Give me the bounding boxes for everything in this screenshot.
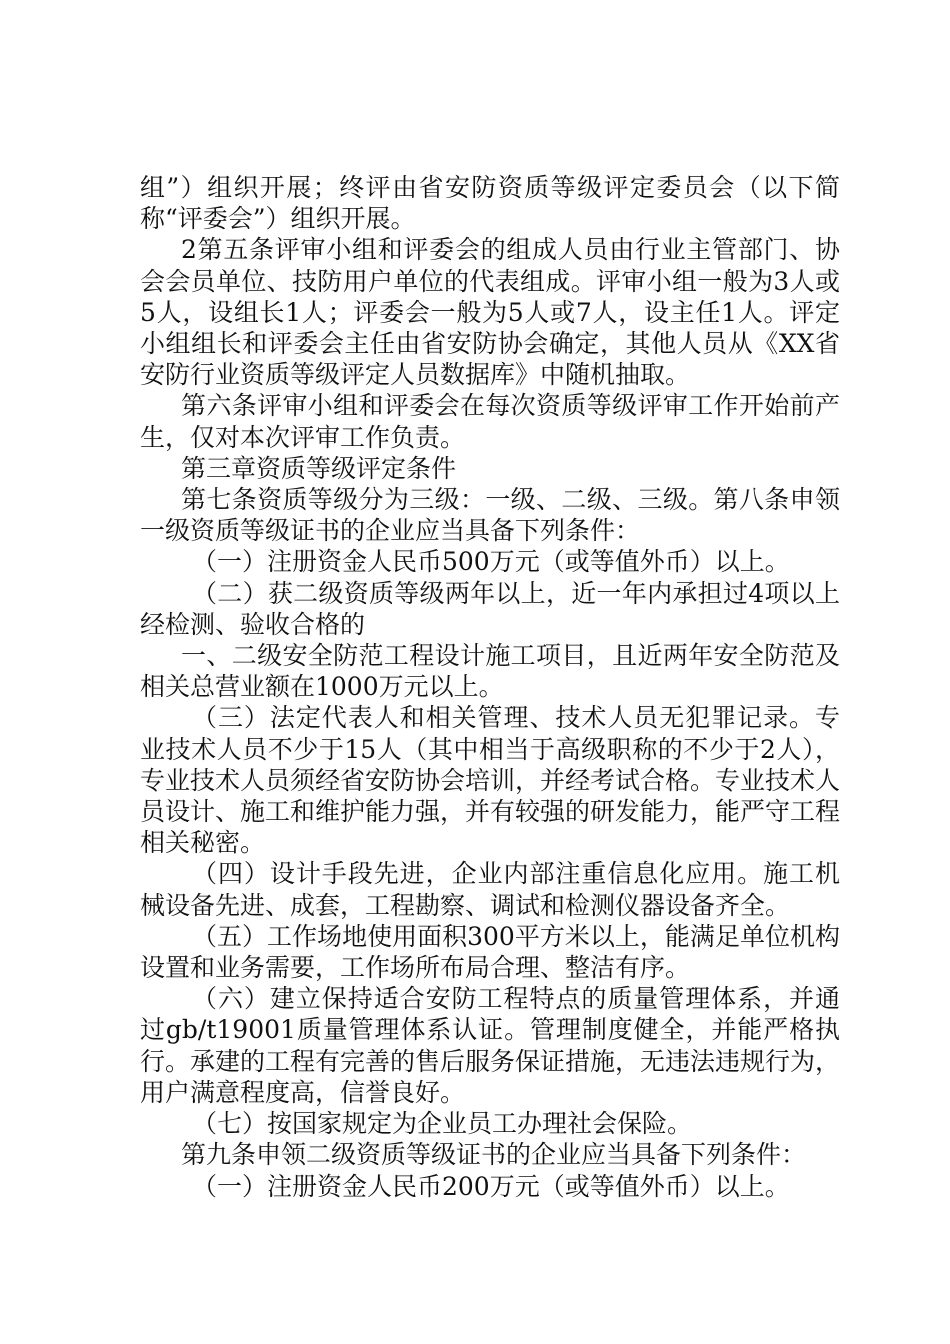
paragraph: 组”）组织开展；终评由省安防资质等级评定委员会（以下简称“评委会”）组织开展。 [140, 173, 840, 234]
list-item: （四）设计手段先进，企业内部注重信息化应用。施工机械设备先进、成套，工程勘察、调试和检测仪器设备齐全。 [140, 859, 840, 920]
paragraph: 第九条申领二级资质等级证书的企业应当具备下列条件： [181, 1140, 807, 1170]
list-item: （一）注册资金人民币200万元（或等值外币）以上。 [192, 1171, 790, 1201]
list-item: （七）按国家规定为企业员工办理社会保险。 [192, 1109, 693, 1139]
list-item: （三）法定代表人和相关管理、技术人员无犯罪记录。专业技术人员不少于15人（其中相当于高级职称的不少于2人），专业技术人员须经省安防协会培训，并经考试合格。专业技术人员设计、施工和维护能力强，并有较强的研发能力，能严守工程相关秘密。 [140, 703, 841, 858]
paragraph: 2第五条评审小组和评委会的组成人员由行业主管部门、协会会员单位、技防用户单位的代表组成。评审小组一般为3人或5人，设组长1人；评委会一般为5人或7人，设主任1人。评定小组组长和评委会主任由省安防协会确定，其他人员从《XX省安防行业资质等级评定人员数据库》中随机抽取。 [140, 235, 840, 390]
list-item: （六）建立保持适合安防工程特点的质量管理体系，并通过gb/t19001质量管理体系认证。管理制度健全，并能严格执行。承建的工程有完善的售后服务保证措施，无违法违规行为，用户满意程度高，信誉良好。 [140, 984, 841, 1107]
paragraph: 第六条评审小组和评委会在每次资质等级评审工作开始前产生，仅对本次评审工作负责。 [140, 391, 840, 452]
list-item: （一）注册资金人民币500万元（或等值外币）以上。 [192, 547, 790, 577]
document-body [140, 172, 840, 1202]
list-item: （五）工作场地使用面积300平方米以上，能满足单位机构设置和业务需要，工作场所布局合理、整洁有序。 [140, 921, 840, 983]
list-item: （二）获二级资质等级两年以上，近一年内承担过4项以上经检测、验收合格的 [140, 578, 840, 639]
chapter-heading: 第三章资质等级评定条件 [181, 453, 457, 483]
paragraph: 一、二级安全防范工程设计施工项目，且近两年安全防范及相关总营业额在1000万元以上。 [140, 641, 840, 702]
paragraph: 第七条资质等级分为三级：一级、二级、三级。第八条申领一级资质等级证书的企业应当具备下列条件： [140, 485, 840, 546]
